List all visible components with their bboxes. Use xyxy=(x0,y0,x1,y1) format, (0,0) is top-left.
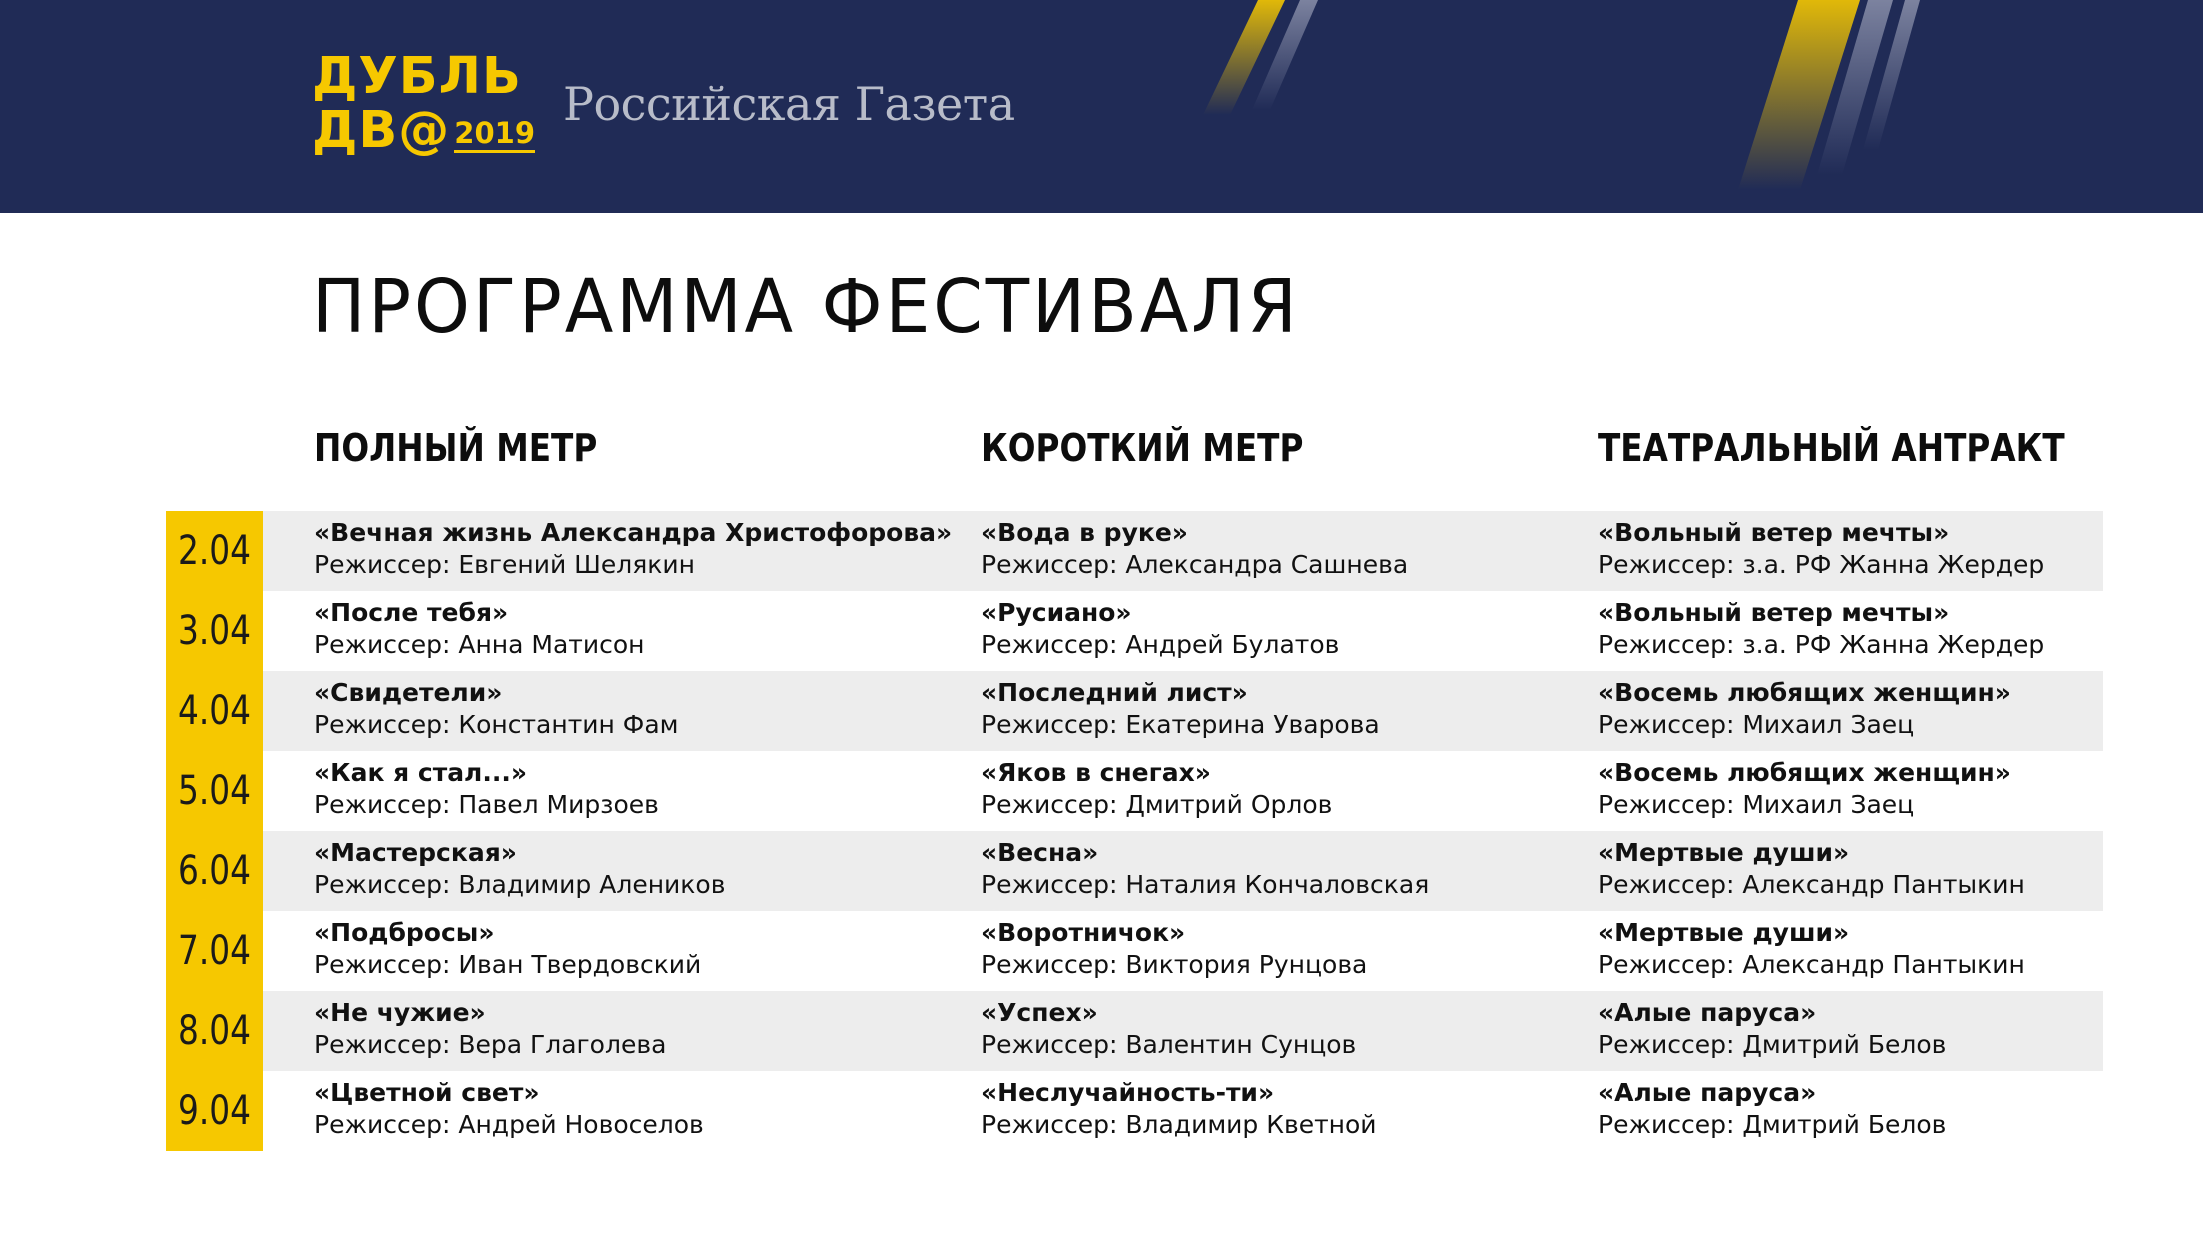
play-director: Режиссер: Михаил Заец xyxy=(1598,790,1915,819)
film-director: Режиссер: Павел Мирзоев xyxy=(314,790,659,819)
short-film-entry xyxy=(981,597,1339,661)
column-header-full-length: ПОЛНЫЙ МЕТР xyxy=(314,426,598,470)
date-label: 3.04 xyxy=(177,608,252,654)
header-banner xyxy=(0,0,2203,213)
film-director: Режиссер: Андрей Новоселов xyxy=(314,1110,704,1139)
date-label: 6.04 xyxy=(177,848,252,894)
play-director: Режиссер: Александр Пантыкин xyxy=(1598,870,2025,899)
date-badge xyxy=(166,831,263,911)
schedule-table xyxy=(166,511,2103,1151)
film-title: «Вода в руке» xyxy=(981,518,1188,547)
film-director: Режиссер: Александра Сашнева xyxy=(981,550,1409,579)
theatre-entry xyxy=(1598,517,2044,581)
schedule-row xyxy=(166,831,2103,911)
film-title: «Мастерская» xyxy=(314,838,517,867)
film-title: «Яков в снегах» xyxy=(981,758,1211,787)
date-label: 4.04 xyxy=(177,688,252,734)
schedule-row xyxy=(166,511,2103,591)
film-title: «Цветной свет» xyxy=(314,1078,540,1107)
short-film-entry xyxy=(981,917,1367,981)
short-film-entry xyxy=(981,517,1408,581)
theatre-entry xyxy=(1598,837,2025,901)
date-label: 8.04 xyxy=(177,1008,252,1054)
play-title: «Вольный ветер мечты» xyxy=(1598,518,1950,547)
schedule-row xyxy=(166,591,2103,671)
film-title: «Воротничок» xyxy=(981,918,1186,947)
theatre-entry xyxy=(1598,997,1946,1061)
column-header-short-film: КОРОТКИЙ МЕТР xyxy=(981,426,1304,470)
play-director: Режиссер: Дмитрий Белов xyxy=(1598,1110,1947,1139)
play-title: «Восемь любящих женщин» xyxy=(1598,758,2011,787)
film-director: Режиссер: Валентин Сунцов xyxy=(981,1030,1357,1059)
schedule-row xyxy=(166,991,2103,1071)
date-badge xyxy=(166,911,263,991)
full-length-entry xyxy=(314,597,644,661)
full-length-entry xyxy=(314,517,952,581)
logo-year: 2019 xyxy=(454,117,535,153)
film-title: «Весна» xyxy=(981,838,1099,867)
film-director: Режиссер: Константин Фам xyxy=(314,710,679,739)
film-title: «Русиано» xyxy=(981,598,1132,627)
film-title: «После тебя» xyxy=(314,598,509,627)
short-film-entry xyxy=(981,1077,1377,1141)
column-header-theatre: ТЕАТРАЛЬНЫЙ АНТРАКТ xyxy=(1598,426,2065,470)
film-director: Режиссер: Виктория Рунцова xyxy=(981,950,1368,979)
short-film-entry xyxy=(981,997,1356,1061)
film-title: «Подбросы» xyxy=(314,918,495,947)
film-director: Режиссер: Владимир Алеников xyxy=(314,870,726,899)
date-badge xyxy=(166,671,263,751)
film-title: «Как я стал...» xyxy=(314,758,528,787)
date-label: 5.04 xyxy=(177,768,252,814)
short-film-entry xyxy=(981,677,1380,741)
theatre-entry xyxy=(1598,757,2011,821)
theatre-entry xyxy=(1598,1077,1946,1141)
full-length-entry xyxy=(314,677,679,741)
play-title: «Мертвые души» xyxy=(1598,838,1850,867)
play-director: Режиссер: Александр Пантыкин xyxy=(1598,950,2025,979)
film-director: Режиссер: Иван Твердовский xyxy=(314,950,702,979)
date-badge xyxy=(166,591,263,671)
play-director: Режиссер: Дмитрий Белов xyxy=(1598,1030,1947,1059)
film-title: «Успех» xyxy=(981,998,1098,1027)
film-director: Режиссер: Владимир Кветной xyxy=(981,1110,1377,1139)
film-title: «Неслучайность-ти» xyxy=(981,1078,1275,1107)
theatre-entry xyxy=(1598,677,2011,741)
logo-text-line1: ДУБЛЬ xyxy=(312,47,522,106)
film-title: «Свидетели» xyxy=(314,678,503,707)
film-title: «Последний лист» xyxy=(981,678,1248,707)
theatre-entry xyxy=(1598,917,2025,981)
play-title: «Мертвые души» xyxy=(1598,918,1850,947)
film-title: «Не чужие» xyxy=(314,998,486,1027)
page-title: ПРОГРАММА ФЕСТИВАЛЯ xyxy=(312,264,1300,350)
short-film-entry xyxy=(981,837,1429,901)
logo-text-line2 xyxy=(312,101,536,160)
full-length-entry xyxy=(314,757,659,821)
film-director: Режиссер: Анна Матисон xyxy=(314,630,645,659)
full-length-entry xyxy=(314,837,725,901)
play-director: Режиссер: з.а. РФ Жанна Жердер xyxy=(1598,550,2045,579)
play-title: «Вольный ветер мечты» xyxy=(1598,598,1950,627)
film-director: Режиссер: Екатерина Уварова xyxy=(981,710,1380,739)
film-title: «Вечная жизнь Александра Христофорова» xyxy=(314,518,953,547)
date-badge xyxy=(166,751,263,831)
full-length-entry xyxy=(314,917,701,981)
short-film-entry xyxy=(981,757,1332,821)
play-title: «Восемь любящих женщин» xyxy=(1598,678,2011,707)
full-length-entry xyxy=(314,997,666,1061)
schedule-row xyxy=(166,671,2103,751)
play-director: Режиссер: з.а. РФ Жанна Жердер xyxy=(1598,630,2045,659)
schedule-row xyxy=(166,1071,2103,1151)
newspaper-logo: Российская Газета xyxy=(563,77,1015,131)
film-director: Режиссер: Евгений Шелякин xyxy=(314,550,695,579)
film-director: Режиссер: Дмитрий Орлов xyxy=(981,790,1333,819)
film-director: Режиссер: Наталия Кончаловская xyxy=(981,870,1430,899)
play-director: Режиссер: Михаил Заец xyxy=(1598,710,1915,739)
film-director: Режиссер: Андрей Булатов xyxy=(981,630,1340,659)
full-length-entry xyxy=(314,1077,704,1141)
date-label: 7.04 xyxy=(177,928,252,974)
date-label: 2.04 xyxy=(177,528,252,574)
date-badge xyxy=(166,1071,263,1151)
film-director: Режиссер: Вера Глаголева xyxy=(314,1030,667,1059)
date-label: 9.04 xyxy=(177,1088,252,1134)
date-badge xyxy=(166,991,263,1071)
schedule-row xyxy=(166,751,2103,831)
festival-logo xyxy=(312,47,536,160)
date-badge xyxy=(166,511,263,591)
logo-text-dv: ДВ@ xyxy=(312,101,451,160)
theatre-entry xyxy=(1598,597,2044,661)
play-title: «Алые паруса» xyxy=(1598,1078,1817,1107)
schedule-row xyxy=(166,911,2103,991)
play-title: «Алые паруса» xyxy=(1598,998,1817,1027)
